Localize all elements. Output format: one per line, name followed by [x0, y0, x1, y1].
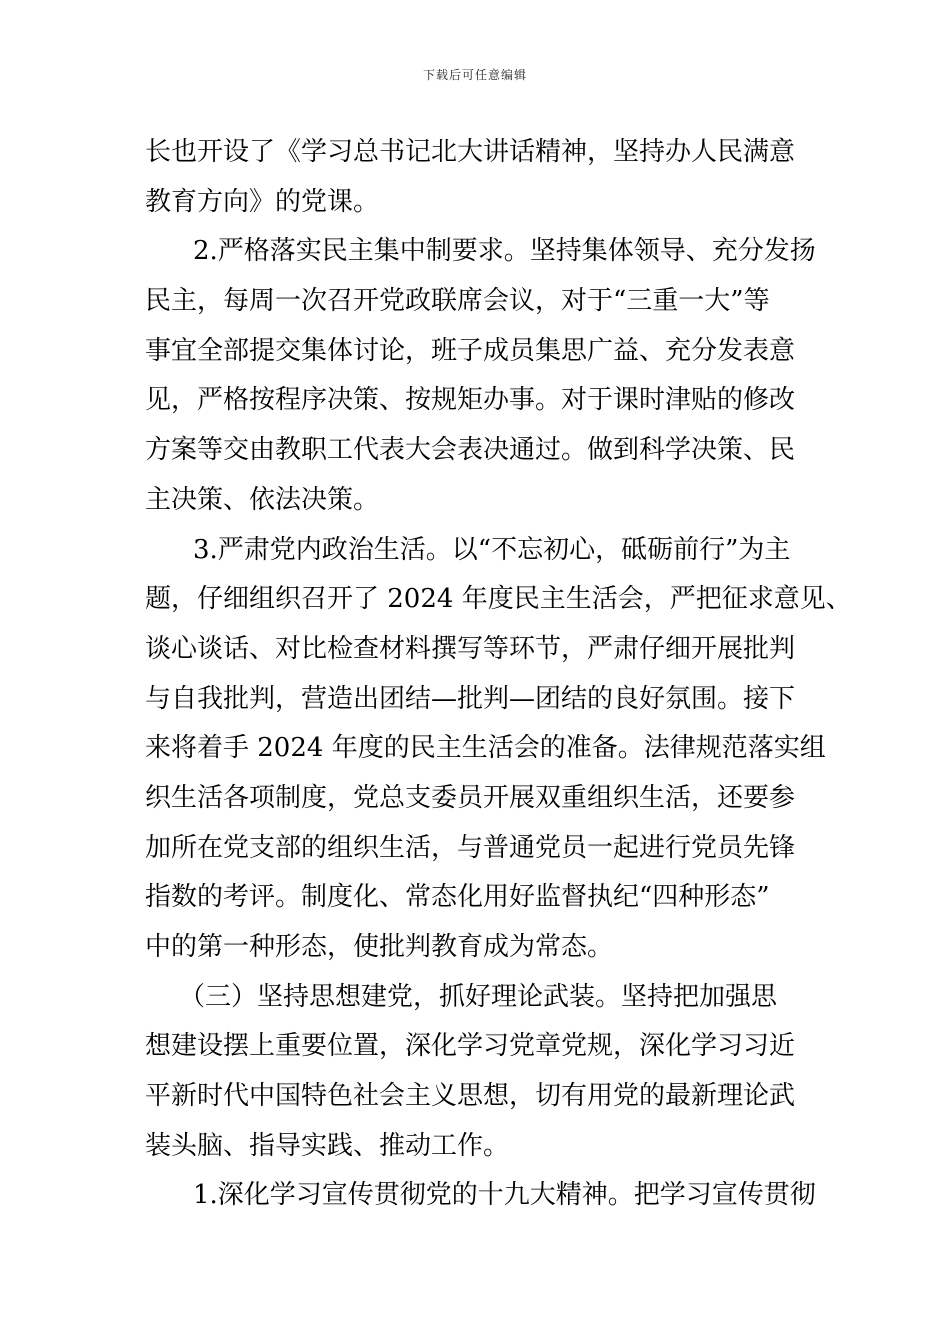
section-heading-line: （三）坚持思想建党，抓好理论武装。坚持把加强思	[179, 981, 778, 1012]
paragraph-start-line: 2.严格落实民主集中制要求。坚持集体领导、充分发扬	[193, 236, 816, 267]
text-line: 事宜全部提交集体讨论，班子成员集思广益、充分发表意	[145, 335, 796, 366]
text-line: 与自我批判，营造出团结—批判—团结的良好氛围。接下	[145, 683, 796, 714]
text-line: 题，仔细组织召开了 2024 年度民主生活会，严把征求意见、	[145, 584, 852, 615]
text-line: 想建设摆上重要位置，深化学习党章党规，深化学习习近	[145, 1031, 796, 1062]
text-line: 谈心谈话、对比检查材料撰写等环节，严肃仔细开展批判	[145, 633, 796, 664]
text-line: 装头脑、指导实践、推动工作。	[145, 1130, 510, 1161]
text-line: 来将着手 2024 年度的民主生活会的准备。法律规范落实组	[145, 733, 826, 764]
text-line: 方案等交由教职工代表大会表决通过。做到科学决策、民	[145, 435, 796, 466]
text-line: 平新时代中国特色社会主义思想，切有用党的最新理论武	[145, 1081, 796, 1112]
paragraph-start-line: 1.深化学习宣传贯彻党的十九大精神。把学习宣传贯彻	[193, 1180, 816, 1211]
paragraph-start-line: 3.严肃党内政治生活。以“不忘初心，砥砺前行”为主	[193, 534, 791, 565]
text-line: 指数的考评。制度化、常态化用好监督执纪“四种形态”	[145, 882, 770, 913]
text-line: 民主，每周一次召开党政联席会议，对于“三重一大”等	[145, 286, 770, 317]
text-line: 见，严格按程序决策、按规矩办事。对于课时津贴的修改	[145, 385, 796, 416]
body-text	[145, 128, 852, 1221]
text-line: 织生活各项制度，党总支委员开展双重组织生活，还要参	[145, 782, 796, 813]
text-line: 加所在党支部的组织生活，与普通党员一起进行党员先锋	[145, 832, 796, 863]
text-line: 长也开设了《学习总书记北大讲话精神，坚持办人民满意	[145, 137, 796, 167]
text-line: 主决策、依法决策。	[145, 484, 380, 515]
text-line: 中的第一种形态，使批判教育成为常态。	[145, 932, 614, 962]
header-note: 下载后可任意编辑	[422, 68, 527, 82]
text-line: 教育方向》的党课。	[145, 186, 380, 217]
